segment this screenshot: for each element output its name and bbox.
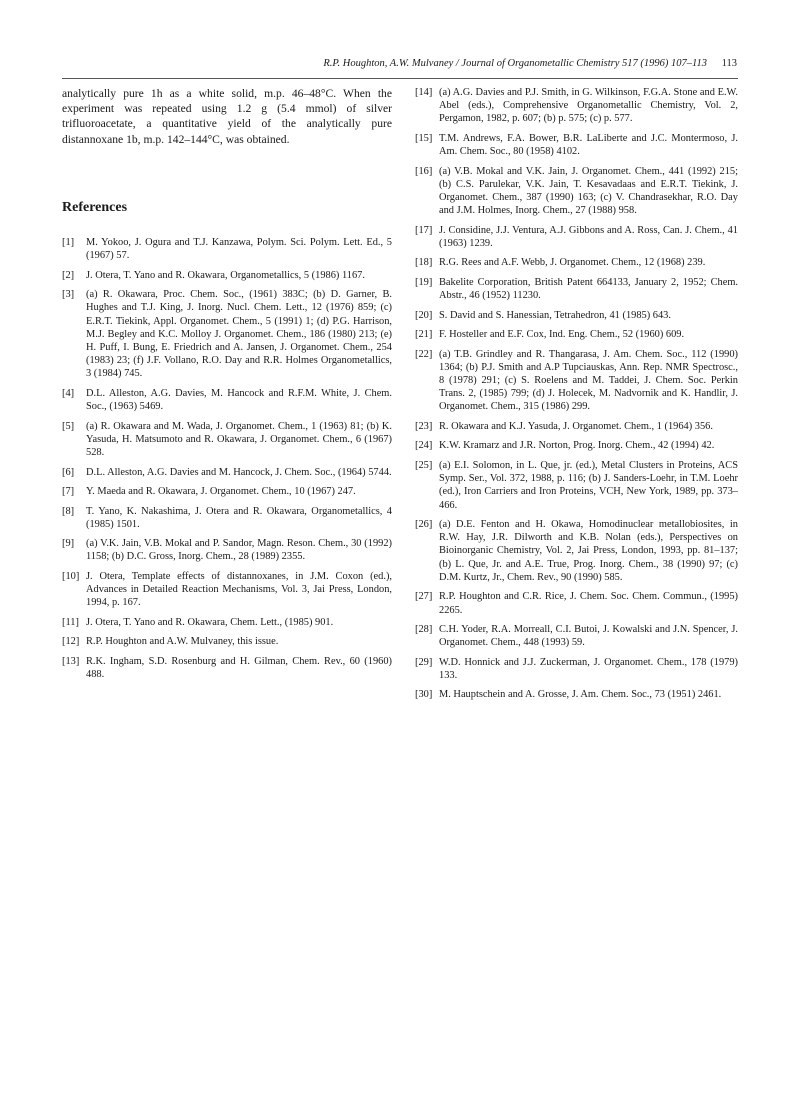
reference-number: [15] xyxy=(415,132,433,144)
reference-item xyxy=(62,505,392,531)
reference-item xyxy=(62,269,392,282)
reference-item xyxy=(415,656,738,682)
reference-number: [10] xyxy=(62,570,80,582)
reference-number: [29] xyxy=(415,656,433,668)
right-column xyxy=(415,86,738,708)
reference-number: [25] xyxy=(415,459,433,471)
reference-number: [14] xyxy=(415,87,433,98)
reference-item xyxy=(62,288,392,380)
reference-text: S. David and S. Hanessian, Tetrahedron, 41 (1985) 643. xyxy=(439,309,671,321)
reference-number: [16] xyxy=(415,165,433,177)
reference-text: (a) T.B. Grindley and R. Thangarasa, J. Am. Chem. Soc., 112 (1990) 1364; (b) P.J. Smith and A.P Tupciauskas, Ann. Rep. NMR Spectrosc., 8 (1978) 291; (c) S. Roelens and M. Taddei, J. Chem. Soc. Perkin Trans. 2, (1985) 799; (d) J. Holecek, M. Nadvornik and K. Handlir, J. Organomet. Chem., 315 (1986) 299. xyxy=(439,348,738,413)
reference-number: [2] xyxy=(62,269,75,281)
reference-text: (a) V.K. Jain, V.B. Mokal and P. Sandor, Magn. Reson. Chem., 30 (1992) 1158; (b) D.C. Gross, Inorg. Chem., 28 (1989) 2355. xyxy=(86,538,392,563)
reference-number: [19] xyxy=(415,276,433,288)
reference-item xyxy=(415,688,738,701)
reference-item xyxy=(62,387,392,413)
reference-text: Bakelite Corporation, British Patent 664133, January 2, 1952; Chem. Abstr., 46 (1952) 11230. xyxy=(439,276,738,302)
reference-item xyxy=(415,328,738,341)
reference-number: [5] xyxy=(62,420,75,432)
reference-text: D.L. Alleston, A.G. Davies and M. Hancock, J. Chem. Soc., (1964) 5744. xyxy=(86,466,392,478)
reference-item xyxy=(415,309,738,322)
reference-item xyxy=(415,348,738,414)
running-head: R.P. Houghton, A.W. Mulvaney / Journal of Organometallic Chemistry 517 (1996) 107–113 xyxy=(323,58,707,69)
reference-item xyxy=(415,623,738,649)
reference-text: M. Yokoo, J. Ogura and T.J. Kanzawa, Polym. Sci. Polym. Lett. Ed., 5 (1967) 57. xyxy=(86,237,392,262)
reference-item xyxy=(415,276,738,302)
reference-number: [20] xyxy=(415,309,433,321)
reference-item xyxy=(62,570,392,610)
reference-number: [21] xyxy=(415,329,433,341)
reference-number: [17] xyxy=(415,224,433,236)
page-header xyxy=(0,58,807,74)
reference-text: (a) A.G. Davies and P.J. Smith, in G. Wilkinson, F.G.A. Stone and E.W. Abel (eds.), Comprehensive Organometallic Chemistry, Vol. 2, Pergamon, 1982, p. 607; (b) p. 575; (c) p. 577. xyxy=(439,87,738,125)
reference-text: (a) D.E. Fenton and H. Okawa, Homodinuclear metallobiosites, in R.W. Hay, J.R. Dilworth and K.B. Nolan (eds.), Perspectives on Bioinorganic Chemistry, Vol. 2, Jai Press, London, 1993, pp. 81–137; (b) L. Que, Jr. and A.E. True, Prog. Inorg. Chem., 38 (1990) 97; (c) D.M. Kurtz, Jr., Chem. Rev., 90 (1990) 585. xyxy=(439,519,738,583)
reference-number: [3] xyxy=(62,289,75,301)
reference-item xyxy=(415,256,738,269)
reference-item xyxy=(415,439,738,452)
reference-list-right xyxy=(415,86,738,702)
reference-text: T. Yano, K. Nakashima, J. Otera and R. Okawara, Organometallics, 4 (1985) 1501. xyxy=(86,505,392,530)
reference-item xyxy=(415,459,738,512)
reference-item xyxy=(415,86,738,126)
reference-text: Y. Maeda and R. Okawara, J. Organomet. Chem., 10 (1967) 247. xyxy=(86,486,356,498)
reference-text: K.W. Kramarz and J.R. Norton, Prog. Inorg. Chem., 42 (1994) 42. xyxy=(439,440,715,452)
reference-text: R.K. Ingham, S.D. Rosenburg and H. Gilman, Chem. Rev., 60 (1960) 488. xyxy=(86,655,392,681)
reference-text: R.P. Houghton and A.W. Mulvaney, this issue. xyxy=(86,636,279,648)
header-rule xyxy=(62,78,738,79)
reference-number: [26] xyxy=(415,519,433,531)
reference-number: [27] xyxy=(415,591,433,603)
reference-text: (a) V.B. Mokal and V.K. Jain, J. Organomet. Chem., 441 (1992) 215; (b) C.S. Parulekar, V.K. Jain, T. Kesavadaas and E.R.T. Tiekink, J. Organomet. Chem., 387 (1990) 163; (c) V. Chandrasekhar, R.O. Day and J.M. Holmes, Inorg. Chem., 27 (1988) 958. xyxy=(439,165,738,217)
reference-text: W.D. Honnick and J.J. Zuckerman, J. Organomet. Chem., 178 (1979) 133. xyxy=(439,656,738,681)
reference-number: [13] xyxy=(62,655,80,667)
reference-number: [24] xyxy=(415,440,433,452)
reference-item xyxy=(62,466,392,479)
reference-item xyxy=(415,518,738,584)
reference-number: [6] xyxy=(62,466,75,478)
reference-item xyxy=(415,132,738,158)
reference-item xyxy=(62,655,392,681)
reference-item xyxy=(62,537,392,563)
reference-text: (a) R. Okawara and M. Wada, J. Organomet. Chem., 1 (1963) 81; (b) K. Yasuda, H. Matsumoto and R. Okawara, J. Organomet. Chem., 6 (1967) 528. xyxy=(86,420,392,459)
reference-text: J. Considine, J.J. Ventura, A.J. Gibbons and A. Ross, Can. J. Chem., 41 (1963) 1239. xyxy=(439,224,738,249)
reference-text: J. Otera, Template effects of distannoxanes, in J.M. Coxon (ed.), Advances in Detailed Reaction Mechanisms, Vol. 3, Jai Press, London, 1994, p. 167. xyxy=(86,570,392,609)
reference-item xyxy=(415,590,738,616)
reference-text: (a) E.I. Solomon, in L. Que, jr. (ed.), Metal Clusters in Proteins, ACS Symp. Ser., Vol. 372, 1988, p. 116; (b) J. Sanders-Loehr, in T.M. Loehr (ed.), Iron Carriers and Iron Proteins, VCH, New York, 1989, pp. 373–466. xyxy=(439,459,738,511)
reference-text: J. Otera, T. Yano and R. Okawara, Chem. Lett., (1985) 901. xyxy=(86,616,334,628)
reference-number: [11] xyxy=(62,616,79,628)
reference-text: R. Okawara and K.J. Yasuda, J. Organomet. Chem., 1 (1964) 356. xyxy=(439,420,713,432)
reference-number: [23] xyxy=(415,420,433,432)
reference-item xyxy=(62,420,392,460)
reference-number: [9] xyxy=(62,538,75,550)
reference-number: [8] xyxy=(62,505,75,517)
reference-item xyxy=(62,485,392,498)
experimental-paragraph: analytically pure 1h as a white solid, m.p. 46–48°C. When the experiment was repeated using 1.2 g (5.4 mmol) of silver trifluoroacetate, a quantitative yield of the analytically pure distannoxane 1b, m.p. 142–144°C, was obtained. xyxy=(62,87,392,146)
reference-number: [7] xyxy=(62,486,75,498)
reference-list-left xyxy=(62,236,392,681)
reference-number: [28] xyxy=(415,624,433,636)
page-number: 113 xyxy=(721,58,737,69)
left-column xyxy=(62,86,392,688)
reference-item xyxy=(415,420,738,433)
reference-text: F. Hosteller and E.F. Cox, Ind. Eng. Chem., 52 (1960) 609. xyxy=(439,329,685,341)
reference-item xyxy=(62,635,392,648)
reference-text: R.G. Rees and A.F. Webb, J. Organomet. Chem., 12 (1968) 239. xyxy=(439,257,706,269)
reference-item xyxy=(62,616,392,629)
reference-number: [18] xyxy=(415,257,433,269)
reference-text: J. Otera, T. Yano and R. Okawara, Organometallics, 5 (1986) 1167. xyxy=(86,269,365,281)
reference-text: D.L. Alleston, A.G. Davies, M. Hancock and R.F.M. White, J. Chem. Soc., (1963) 5469. xyxy=(86,387,392,413)
reference-text: C.H. Yoder, R.A. Morreall, C.I. Butoi, J. Kowalski and J.N. Spencer, J. Organomet. Chem., 448 (1993) 59. xyxy=(439,624,738,649)
reference-item xyxy=(415,165,738,218)
reference-number: [1] xyxy=(62,237,75,249)
reference-text: T.M. Andrews, F.A. Bower, B.R. LaLiberte and J.C. Montermoso, J. Am. Chem. Soc., 80 (1958) 4102. xyxy=(439,132,738,158)
reference-text: R.P. Houghton and C.R. Rice, J. Chem. Soc. Chem. Commun., (1995) 2265. xyxy=(439,591,738,616)
reference-text: M. Hauptschein and A. Grosse, J. Am. Chem. Soc., 73 (1951) 2461. xyxy=(439,689,722,701)
reference-number: [12] xyxy=(62,636,80,648)
reference-number: [22] xyxy=(415,348,433,360)
reference-number: [4] xyxy=(62,387,75,399)
references-heading: References xyxy=(62,199,128,215)
reference-text: (a) R. Okawara, Proc. Chem. Soc., (1961) 383C; (b) D. Garner, B. Hughes and T.J. King, J. Inorg. Nucl. Chem. Lett., 12 (1976) 859; (c) E.R.T. Tiekink, Appl. Organomet. Chem., 5 (1991) 1; (d) P.G. Harrison, M.J. Begley and K.C. Molloy J. Organomet. Chem., 186 (1980) 213; (e) H. Puff, I. Bung, E. Friedrich and A. Jansen, J. Organomet. Chem., 254 (1983) 23; (f) J.F. Vollano, R.O. Day and R.R. Holmes Organometallics, 3 (1984) 745. xyxy=(86,289,392,380)
reference-item xyxy=(62,236,392,262)
reference-number: [30] xyxy=(415,689,433,701)
reference-item xyxy=(415,224,738,250)
